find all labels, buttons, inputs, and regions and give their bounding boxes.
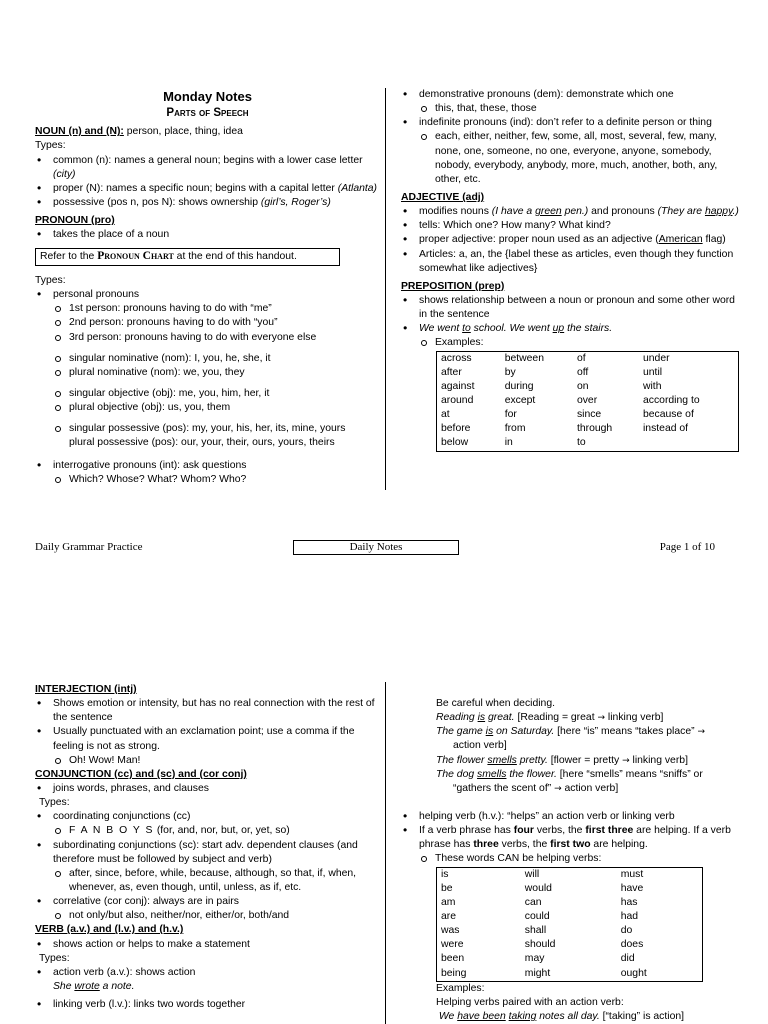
table-cell: being [441, 967, 467, 979]
table-cell: may [524, 953, 545, 965]
noun-types-list [35, 154, 380, 211]
column-divider [385, 88, 386, 490]
list-item: • indefinite pronouns (ind): don’t refer to a definite person or thing each, either, neither, few, some, all, most, several, few, many, none, one, someone, no one, everyone, anyone, somebody, nobody, everybody, anybody, more, much, another, both, any, other, etc. [401, 116, 741, 187]
table-cell: around [441, 394, 474, 406]
footer-page-number: Page 1 of 10 [659, 541, 715, 553]
list-item: 3rd person: pronouns having to do with everyone else [53, 331, 380, 345]
list-item: not only/but also, neither/nor, either/or, both/and [53, 909, 380, 923]
list-item: • subordinating conjunctions (sc): start adv. dependent clauses (and therefore must be followed by subject and verb) after, since, before, while, because, although, so that, if, when, whenever, as, even though, until, unless, as if, etc. [35, 839, 380, 896]
pronoun-types-continued [401, 88, 741, 187]
table-cell: for [504, 409, 517, 421]
table-cell: across [441, 352, 472, 364]
possessive-list [53, 422, 380, 450]
table-cell: has [620, 896, 638, 908]
table-cell: in [504, 437, 513, 449]
table-cell: over [576, 394, 598, 406]
verb-types-label: Types: [39, 952, 70, 964]
page2-right-column [401, 697, 741, 1024]
table-row [437, 380, 739, 394]
table-row [437, 867, 703, 882]
verb-heading: VERB (a.v.) and (l.v.) and (h.v.) [35, 924, 184, 936]
table-cell: against [441, 380, 475, 392]
example-line: The game is on Saturday. [here “is” means “takes place” → action verb] [436, 726, 705, 752]
noun-types-label: Types: [35, 140, 66, 152]
interjection-heading: INTERJECTION (intj) [35, 684, 137, 695]
list-item: • linking verb (l.v.): links two words together [35, 998, 380, 1012]
list-item: each, either, neither, few, some, all, most, several, few, many, none, one, someone, no one, everyone, anyone, somebody, nobody, everybody, anybody, more, much, another, both, any, other, etc. [419, 130, 741, 187]
page-subtitle: Parts of Speech [166, 106, 249, 119]
conjunction-types-list [35, 810, 380, 923]
page-footer [35, 540, 715, 556]
list-item: • joins words, phrases, and clauses [35, 782, 380, 796]
table-cell: had [620, 910, 639, 922]
table-row [437, 924, 703, 938]
table-cell: must [620, 868, 644, 880]
table-cell: from [504, 423, 526, 435]
list-item: • shows action or helps to make a statement [35, 938, 380, 952]
list-item: • If a verb phrase has four verbs, the first three are helping. If a verb phrase has three verbs, the first two are helping. These words CAN be helping verbs: [401, 824, 741, 866]
table-cell: through [576, 423, 613, 435]
conjunction-heading: CONJUNCTION (cc) and (sc) and (cor conj) [35, 768, 247, 780]
table-cell: have [620, 882, 644, 894]
pronoun-definition-list [35, 228, 380, 242]
table-cell: between [504, 352, 544, 364]
table-cell: after [441, 366, 462, 378]
verb-types-list [35, 966, 380, 1012]
nominative-list [53, 352, 380, 380]
list-item: F A N B O Y S (for, and, nor, but, or, yet, so) [53, 824, 380, 838]
column-divider-2 [385, 682, 386, 1024]
table-cell: before [441, 423, 471, 435]
table-cell: been [441, 953, 465, 965]
list-item: • modifies nouns (I have a green pen.) and pronouns (They are happy.) [401, 205, 741, 219]
table-cell: do [620, 925, 633, 937]
helping-verb-table [436, 867, 703, 982]
helping-verb-list [401, 810, 741, 867]
list-item: • Shows emotion or intensity, but has no real connection with the rest of the sentence [35, 697, 380, 725]
table-row [437, 896, 703, 910]
list-item: plural nominative (nom): we, you, they [53, 366, 380, 380]
list-item: singular nominative (nom): I, you, he, she, it [53, 352, 380, 366]
list-item: • action verb (a.v.): shows action She wrote a note. [35, 966, 380, 994]
example-line: We have been taking notes all day. [“taking” is action] [438, 1010, 685, 1022]
table-cell: by [504, 366, 516, 378]
table-cell: instead of [643, 423, 689, 435]
paired-label: Helping verbs paired with an action verb: [436, 996, 624, 1008]
table-row [437, 394, 739, 408]
page1-left-column [35, 88, 380, 487]
list-item: • personal pronouns 1st person: pronouns having to do with “me” 2nd person: pronouns having to do with “you” 3rd person: pronouns having to do with everyone else singular nominative (nom): I, you, he, she, it plural nominative (nom): we, you, they singular objective (obj): me, you, him, her, it plural objective (obj): us, you, them singular possessive (pos): my, your, his, her, its, mine, yours plural possessive (pos): our, your, their, ours, yours, theirs [35, 288, 380, 450]
table-cell: might [524, 967, 551, 979]
preposition-table [436, 351, 739, 452]
table-cell: did [620, 953, 635, 965]
table-row [437, 408, 739, 422]
table-cell: is [441, 868, 449, 880]
table-cell: off [576, 366, 589, 378]
page-title: Monday Notes [163, 89, 252, 104]
list-item: 1st person: pronouns having to do with “me” [53, 302, 380, 316]
table-row [437, 366, 739, 380]
linking-verb-examples [401, 697, 741, 796]
noun-heading-line [35, 125, 380, 139]
table-cell: since [576, 409, 602, 421]
verb-definition [35, 938, 380, 952]
table-cell: be [441, 882, 453, 894]
example-line: The dog smells the flower. [here “smells” means “sniffs” or “gathers the scent of” → action verb] [436, 768, 703, 794]
list-item: • Articles: a, an, the {label these as articles, even though they function somewhat like adjectives} [401, 248, 741, 276]
table-cell: are [441, 910, 457, 922]
table-cell: of [576, 352, 586, 364]
list-item: plural objective (obj): us, you, them [53, 401, 380, 415]
list-item: Oh! Wow! Man! [53, 754, 380, 768]
list-item: • correlative (cor conj): always are in pairs not only/but also, neither/nor, either/or, both/and [35, 895, 380, 923]
example-line: Reading is great. [Reading = great → linking verb] [436, 712, 664, 724]
list-item: • shows relationship between a noun or pronoun and some other word in the sentence [401, 294, 741, 322]
table-cell: until [643, 366, 663, 378]
preposition-list [401, 294, 741, 351]
table-cell: does [620, 939, 644, 951]
table-cell: during [504, 380, 534, 392]
list-item: Examples: [419, 336, 741, 350]
pronoun-chart-reference-box: Refer to the Pronoun Chart at the end of this handout. [35, 248, 340, 266]
table-cell: because of [643, 409, 694, 421]
helping-verb-examples [401, 982, 741, 1024]
table-row [437, 422, 739, 436]
person-list [53, 302, 380, 344]
conjunction-types-label: Types: [39, 797, 70, 809]
noun-heading: NOUN (n) and (N): [35, 126, 124, 138]
list-item: • proper (N): names a specific noun; begins with a capital letter (Atlanta) [35, 182, 380, 196]
table-cell: at [441, 409, 450, 421]
table-cell: could [524, 910, 550, 922]
pronoun-heading: PRONOUN (pro) [35, 215, 115, 227]
list-item: this, that, these, those [419, 102, 741, 116]
table-cell: should [524, 939, 556, 951]
list-item: • Usually punctuated with an exclamation point; use a comma if the feeling is not as strong. Oh! Wow! Man! [35, 725, 380, 767]
table-cell: below [441, 437, 469, 449]
noun-definition: person, place, thing, idea [123, 126, 243, 138]
list-item: singular possessive (pos): my, your, his, her, its, mine, yours plural possessive (pos): our, your, their, ours, yours, theirs [53, 422, 380, 450]
list-item: • proper adjective: proper noun used as an adjective (American flag) [401, 233, 741, 247]
list-item: after, since, before, while, because, although, so that, if, when, whenever, as, even though, until, unless, as if, etc. [53, 867, 380, 895]
table-cell: to [576, 437, 586, 449]
table-row [437, 436, 739, 451]
page1-right-column [401, 88, 741, 452]
list-item: • demonstrative pronouns (dem): demonstrate which one this, that, these, those [401, 88, 741, 116]
preposition-heading: PREPOSITION (prep) [401, 280, 505, 292]
table-cell: shall [524, 925, 547, 937]
list-item: • possessive (pos n, pos N): shows ownership (girl’s, Roger’s) [35, 196, 380, 210]
table-row [437, 882, 703, 896]
list-item: • tells: Which one? How many? What kind? [401, 219, 741, 233]
table-row [437, 910, 703, 924]
table-row [437, 938, 703, 952]
examples-label: Examples: [436, 982, 485, 994]
list-item: • coordinating conjunctions (cc) F A N B O Y S (for, and, nor, but, or, yet, so) [35, 810, 380, 838]
list-item: Which? Whose? What? Whom? Who? [53, 473, 380, 487]
footer-left: Daily Grammar Practice [35, 541, 143, 553]
example-line: The flower smells pretty. [flower = pretty → linking verb] [436, 754, 688, 766]
pronoun-types-label: Types: [35, 275, 66, 287]
list-item: • helping verb (h.v.): “helps” an action verb or linking verb [401, 810, 741, 824]
list-item: 2nd person: pronouns having to do with “you” [53, 316, 380, 330]
table-cell: was [441, 925, 460, 937]
list-item: These words CAN be helping verbs: [419, 852, 741, 866]
adjective-list [401, 205, 741, 276]
table-cell: ought [620, 967, 647, 979]
table-cell: according to [643, 394, 700, 406]
adjective-heading: ADJECTIVE (adj) [401, 191, 485, 203]
table-cell: on [576, 380, 589, 392]
table-cell: were [441, 939, 464, 951]
table-row [437, 952, 703, 966]
table-cell: will [524, 868, 540, 880]
table-cell: with [643, 380, 662, 392]
table-cell: except [504, 394, 536, 406]
objective-list [53, 387, 380, 415]
table-cell [639, 436, 739, 451]
interjection-list [35, 697, 380, 768]
page2-left-column [35, 683, 380, 1012]
footer-center-box: Daily Notes [293, 540, 459, 555]
table-cell: would [524, 882, 552, 894]
list-item: singular objective (obj): me, you, him, her, it [53, 387, 380, 401]
list-item: • interrogative pronouns (int): ask questions Which? Whose? What? Whom? Who? [35, 459, 380, 487]
table-cell: am [441, 896, 456, 908]
table-row [437, 967, 703, 982]
table-cell: under [643, 352, 670, 364]
list-item: • takes the place of a noun [35, 228, 380, 242]
conjunction-definition [35, 782, 380, 796]
table-cell: can [524, 896, 542, 908]
table-row [437, 351, 739, 366]
list-item: • We went to school. We went up the stairs. Examples: [401, 322, 741, 350]
pronoun-types-list [35, 288, 380, 487]
careful-note: Be careful when deciding. [436, 698, 555, 709]
list-item: • common (n): names a general noun; begins with a lower case letter (city) [35, 154, 380, 182]
